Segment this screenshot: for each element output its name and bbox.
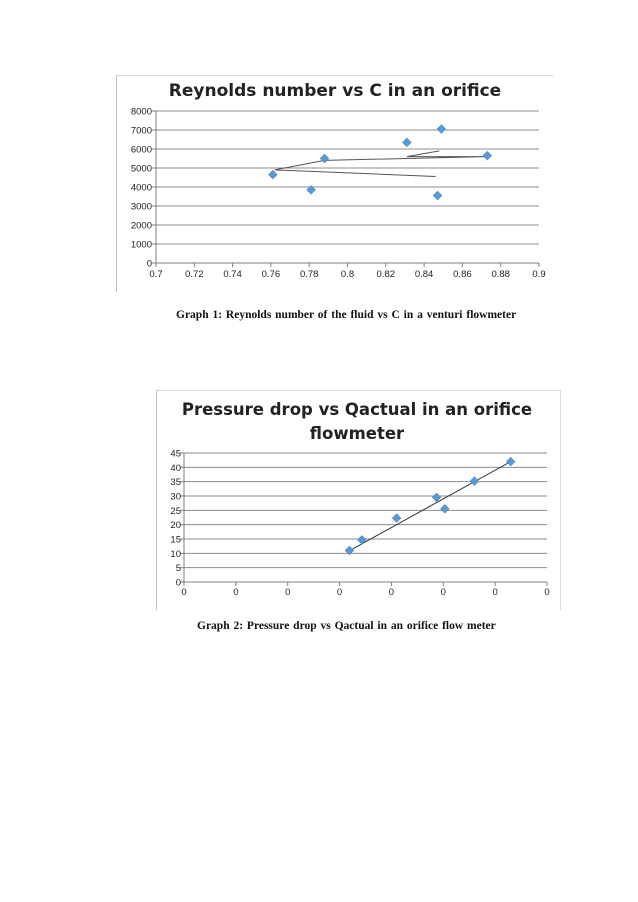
data-point xyxy=(470,477,479,486)
x-tick-label: 0.9 xyxy=(532,269,546,280)
reynolds-chart-svg xyxy=(117,76,554,292)
data-point xyxy=(269,170,278,179)
y-tick-label: 1000 xyxy=(130,239,152,251)
y-tick-label: 7000 xyxy=(130,125,152,137)
y-tick-label: 0 xyxy=(146,258,152,270)
x-tick-label: 0.84 xyxy=(414,269,434,280)
y-tick-label: 5 xyxy=(175,563,181,575)
x-tick-label: 0.7 xyxy=(149,269,163,280)
x-tick-label: 0.72 xyxy=(185,269,204,280)
graph2-caption: Graph 2: Pressure drop vs Qactual in an orifice flow meter xyxy=(197,620,496,632)
x-tick-label: 0.78 xyxy=(299,269,319,280)
y-tick-label: 8000 xyxy=(130,106,152,118)
y-tick-label: 6000 xyxy=(130,144,152,156)
data-point xyxy=(506,457,515,466)
trend-line xyxy=(275,151,486,177)
pressure-drop-chart xyxy=(156,390,561,610)
x-tick-label: 0.82 xyxy=(376,269,396,280)
x-tick-label: 0 xyxy=(388,587,395,598)
pressure-drop-chart-svg xyxy=(157,391,560,610)
data-point xyxy=(437,125,446,134)
y-tick-label: 35 xyxy=(170,477,181,489)
data-point xyxy=(441,505,450,514)
data-point xyxy=(358,536,367,545)
x-tick-label: 0.86 xyxy=(453,269,472,280)
y-tick-label: 45 xyxy=(170,448,181,460)
data-point xyxy=(392,514,401,523)
x-tick-label: 0.74 xyxy=(223,269,242,280)
data-point xyxy=(403,138,412,147)
y-tick-label: 0 xyxy=(175,577,181,589)
x-tick-label: 0.88 xyxy=(491,269,510,280)
y-tick-label: 40 xyxy=(170,462,181,474)
trend-line xyxy=(347,462,510,552)
data-point xyxy=(483,151,492,160)
data-point xyxy=(433,191,442,200)
y-tick-label: 4000 xyxy=(130,182,152,194)
x-tick-label: 0 xyxy=(492,587,498,598)
x-tick-label: 0 xyxy=(181,587,187,598)
y-tick-label: 5000 xyxy=(130,163,152,175)
y-tick-label: 2000 xyxy=(130,220,152,232)
y-tick-label: 20 xyxy=(170,520,181,532)
y-tick-label: 15 xyxy=(170,534,181,546)
x-tick-label: 0 xyxy=(336,587,343,598)
x-tick-label: 0 xyxy=(544,587,550,598)
x-tick-label: 0 xyxy=(233,587,239,598)
chart-title-line: Pressure drop vs Qactual in an orifice xyxy=(181,400,533,419)
data-point xyxy=(320,154,329,163)
reynolds-chart xyxy=(116,75,554,292)
x-tick-label: 0 xyxy=(285,587,291,598)
x-tick-label: 0.8 xyxy=(340,269,355,280)
x-tick-label: 0 xyxy=(440,587,446,598)
y-tick-label: 10 xyxy=(170,548,181,560)
y-tick-label: 30 xyxy=(170,491,181,503)
y-tick-label: 3000 xyxy=(130,201,152,213)
x-tick-label: 0.76 xyxy=(261,269,281,280)
graph1-caption: Graph 1: Reynolds number of the fluid vs C in a venturi flowmeter xyxy=(176,309,517,321)
y-tick-label: 25 xyxy=(170,505,181,517)
chart-title-line: Reynolds number vs C in an orifice xyxy=(168,81,502,101)
chart-title-line: flowmeter xyxy=(309,424,405,443)
